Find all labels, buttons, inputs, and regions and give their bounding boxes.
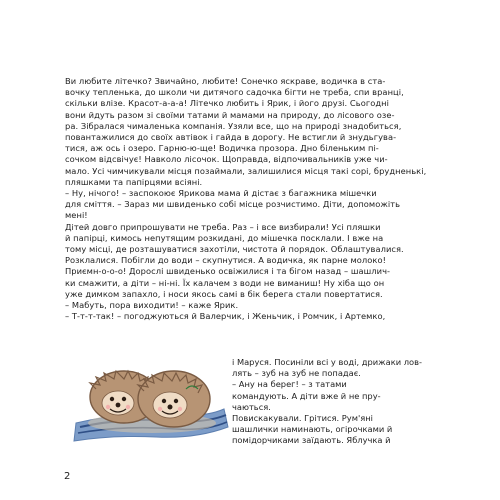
text-line: – Мабуть, пора виходити! – каже Ярик. [65,300,239,311]
text-line: скільки влізе. Красот-а-а-а! Літечко любить і Ярик, і його друзі. Сьогодні [65,98,389,109]
text-line: – Ану на берег! – з татами [232,379,347,390]
text-line: мені! [65,210,88,221]
text-line: Ви любите літечко? Звичайно, любите! Сонечко яскраве, водичка в ста- [65,76,386,86]
text-line: командують. А діти вже й не пру- [232,390,381,401]
text-line: шашлички наминають, огірочками й [232,424,393,435]
text-line: помідорчиками заїдають. Яблучка й [232,435,391,446]
hedgehogs-on-towel-icon [66,345,232,445]
text-line: сочком відсвічує! Навколо лісочок. Щоправда, відпочивальників уже чи- [65,154,388,165]
text-line: тому місці, де розташуватися захотіли, чистота й порядок. Облаштувалися. [65,244,404,255]
text-line: ра. Зібралася чималенька компанія. Узяли все, що на природі знадобиться, [65,120,402,131]
text-line: вочку тепленька, до школи чи дитячого садочка бігти не треба, спи вранці, [65,87,404,98]
text-line: уже димком запахло, і носи якось самі в бік берега стали повертатися. [65,288,383,299]
hedgehogs-illustration [66,345,232,445]
text-line: Приємн-о-о-о! Дорослі швиденько освіжилися і та бігом назад – шашлич- [65,266,391,277]
text-line: Дітей довго припрошувати не треба. Раз – і все визбирали! Усі пляшки [65,221,381,232]
text-line: для сміття. – Зараз ми швиденько собі місце розчистимо. Діти, допоможіть [65,199,401,210]
text-line: і Маруся. Посиніли всі у воді, дрижаки лов- [232,357,423,367]
text-line: – Т-т-т-так! – погоджуються й Валерчик, і Женьчик, і Ромчик, і Артемко, [65,311,386,322]
page-number: 2 [64,471,71,482]
text-line: Розклалися. Побігли до води – скупнутися. А водичка, як парне молоко! [65,255,386,266]
text-line: чаються. [232,401,271,412]
text-line: пляшками та папірцями всіяні. [65,176,203,187]
text-line: – Ну, нічого! – заспокоює Ярикова мама й дістає з багажника мішечки [65,188,377,199]
text-line: ки смажити, а діти – ні-ні. Їх калачем з води не виманиш! Ну хіба що он [65,277,385,288]
main-text-block [65,76,460,322]
text-line: Повискакували. Грітися. Рум'яні [232,413,373,424]
text-line: повантажилися до своїх автівок і гайда в дорогу. Не встигли й знудьгува- [65,132,397,143]
text-line: вони йдуть разом зі своїми татами й мамами на природу, до лісового озе- [65,109,395,120]
hedgehog-right [138,371,210,427]
text-line: лять – зуб на зуб не попадає. [232,368,361,379]
text-line: й папірці, кимось непутящим розкидані, до мішечка посклали. І вже на [65,232,384,243]
text-line: тися, аж ось і озеро. Гарню-ю-ще! Водичка прозора. Дно біленьким пі- [65,143,379,154]
side-text-block [232,357,460,447]
text-line: мало. Усі чимчикували місця позаймали, залишилися місця такі сорі, брудненькі, [65,165,427,176]
